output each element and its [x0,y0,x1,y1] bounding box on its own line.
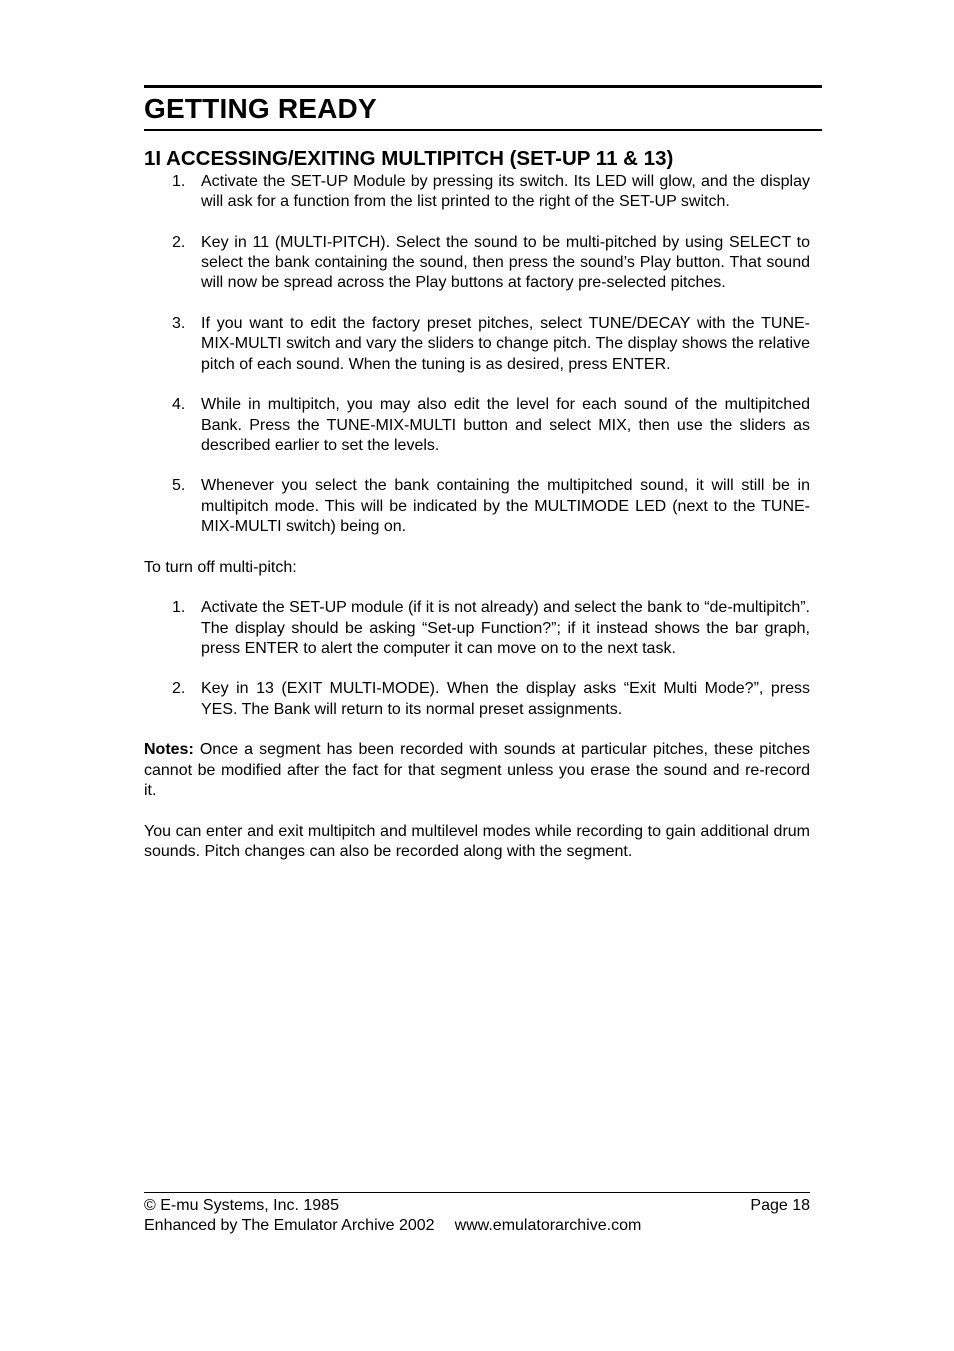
step-number: 1. [172,173,186,190]
step-number: 3. [172,315,186,333]
list-item [144,679,810,720]
exit-multipitch-steps [144,598,810,720]
page-number: Page 18 [750,1197,810,1214]
step-text: Activate the SET-UP Module by pressing its switch. Its LED will glow, and the display will ask for a function from the list printed to the right of the SET-UP switch. [201,173,810,211]
enter-multipitch-steps [144,172,810,537]
footer-row-1 [144,1196,810,1216]
list-item [144,314,810,375]
list-item [144,233,810,294]
page-footer [144,1192,810,1237]
section-heading: 1I ACCESSING/EXITING MULTIPITCH (SET-UP 11 & 13) [144,147,674,170]
list-item [144,598,810,659]
notes-paragraph [144,740,810,801]
step-number: 1. [172,599,186,617]
step-text: If you want to edit the factory preset pitches, select TUNE/DECAY with the TUNE-MIX-MULTI switch and vary the sliders to change pitch. The display shows the relative pitch of each sound. When the tuning is as desired, press ENTER. [201,315,810,373]
list-item [144,395,810,456]
footer-row-2 [144,1216,810,1236]
step-number: 2. [172,680,186,698]
top-rule [144,85,822,88]
step-number: 5. [172,477,186,495]
notes-text: Once a segment has been recorded with sounds at particular pitches, these pitches cannot be modified after the fact for that segment unless you erase the sound and re-record it. [144,741,810,799]
copyright-text: © E-mu Systems, Inc. 1985 [144,1197,339,1214]
title-underline [144,129,822,131]
step-text: Key in 11 (MULTI-PITCH). Select the sound to be multi-pitched by using SELECT to select the bank containing the sound, then press the sound’s Play button. That sound will now be spread across the Play buttons at factory pre-selected pitches. [201,233,810,292]
step-text: Whenever you select the bank containing the multipitched sound, it will still be in multipitch mode. This will be indicated by the MULTIMODE LED (next to the TUNE-MIX-MULTI switch) being on. [201,477,810,536]
step-number: 2. [172,233,186,251]
notes-label: Notes: [144,741,194,759]
closing-paragraph: You can enter and exit multipitch and multilevel modes while recording to gain additional drum sounds. Pitch changes can also be recorded along with the segment. [144,822,810,860]
step-text: Activate the SET-UP module (if it is not already) and select the bank to “de-multipitch”. The display should be asking “Set-up Function?”; if it instead shows the bar graph, press ENTER to alert the computer it can move on to the next task. [201,599,810,657]
step-number: 4. [172,396,186,414]
website-text: www.emulatorarchive.com [454,1217,642,1235]
step-text: Key in 13 (EXIT MULTI-MODE). When the display asks “Exit Multi Mode?”, press YES. The Bank will return to its normal preset assignments. [201,680,810,718]
list-item [144,476,810,537]
turn-off-intro: To turn off multi-pitch: [144,558,297,576]
step-text: While in multipitch, you may also edit the level for each sound of the multipitched Bank. Press the TUNE-MIX-MULTI button and select MIX, then use the sliders as described earlier to set the levels. [201,396,810,454]
document-page [144,85,810,882]
list-item [144,172,810,213]
chapter-title: GETTING READY [144,93,377,124]
enhanced-by-text: Enhanced by The Emulator Archive 2002 [144,1217,435,1235]
